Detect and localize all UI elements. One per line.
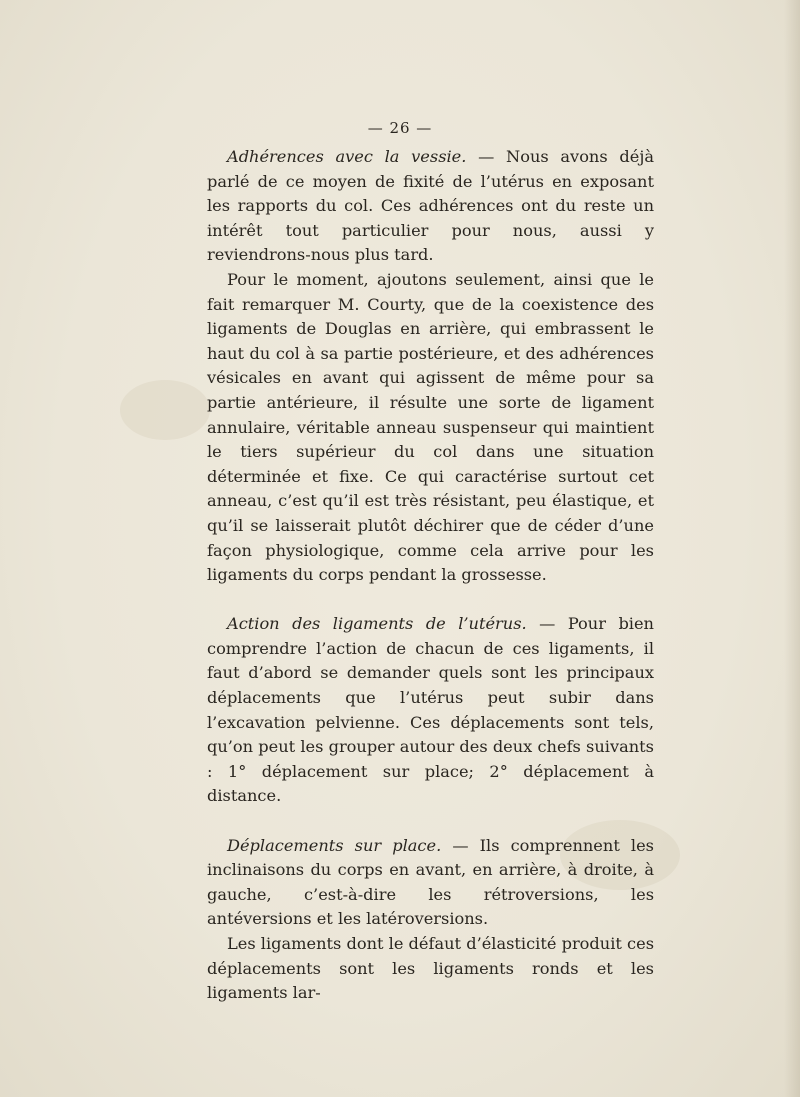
paragraph-ligaments [207,932,654,1006]
page-number: — 26 — [367,119,433,137]
paragraph-adherences [207,145,654,268]
paragraph-text: Les ligaments dont le défaut d’élasticité produit ces déplacements sont les ligaments ronds et les ligaments lar- [207,934,655,1003]
paragraph-text: — Pour bien comprendre l’action de chacun de ces ligaments, il faut d’abord se demander quels sont les principaux déplacements que l’utérus peut subir dans l’excavation pelvienne. Ces déplacements sont tels, qu’on peut les grouper autour des deux chefs suivants : 1° déplacement sur place; 2° déplacement à distance. [207,614,654,806]
section-heading: Action des ligaments de l’utérus. [227,614,527,634]
body-text [207,145,654,1006]
paper-stain [120,380,210,440]
paragraph-deplacements [207,834,654,932]
paragraph-text: — Nous avons déjà parlé de ce moyen de fixité de l’utérus en exposant les rapports du col. Ces adhérences ont du reste un intérêt tout particulier pour nous, aussi y reviendrons-nous plus tard. [207,147,654,265]
section-heading: Adhérences avec la vessie. [227,147,467,166]
page-edge-shadow [784,0,800,1097]
paragraph-action [207,612,654,809]
paragraph-text: — Ils comprennent les inclinaisons du corps en avant, en arrière, à droite, à gauche, c’est-à-dire les rétroversions, les antéversions et les latéroversions. [207,835,654,929]
paragraph-text: Pour le moment, ajoutons seulement, ainsi que le fait remarquer M. Courty, que de la coexistence des ligaments de Douglas en arrière, qui embrassent le haut du col à sa partie postérieure, et des adhérences vésicales en avant qui agissent de même pour sa partie antérieure, il résulte une sorte de ligament annulaire, véritable anneau suspenseur qui maintient le tiers supérieur du col dans une situation déterminée et fixe. Ce qui caractérise surtout cet anneau, c’est qu’il est très résistant, peu élastique, et qu’il se laisserait plutôt déchirer que de céder d’une façon physiologique, comme cela arrive pour les ligaments du corps pendant la grossesse. [207,269,654,585]
section-heading: Déplacements sur place. [227,835,442,855]
paragraph-moment [207,268,654,588]
